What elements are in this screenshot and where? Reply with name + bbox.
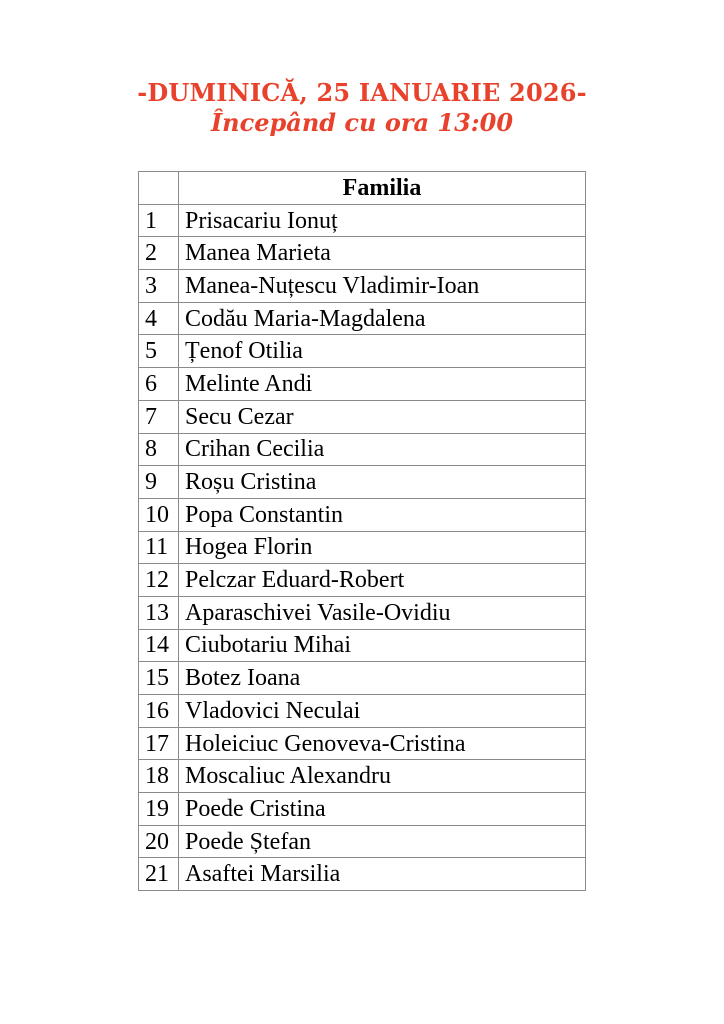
row-number: 4 <box>139 302 179 335</box>
table-header-empty <box>139 172 179 205</box>
table-row <box>139 629 586 662</box>
family-table <box>138 171 586 891</box>
row-number: 15 <box>139 662 179 695</box>
date-heading: -DUMINICĂ, 25 IANUARIE 2026- <box>137 78 587 107</box>
table-row <box>139 825 586 858</box>
table-row <box>139 760 586 793</box>
table-row <box>139 858 586 891</box>
table-header-familia: Familia <box>179 172 586 205</box>
row-number: 3 <box>139 270 179 303</box>
row-number: 9 <box>139 466 179 499</box>
row-number: 10 <box>139 498 179 531</box>
family-name: Botez Ioana <box>179 662 586 695</box>
row-number: 1 <box>139 204 179 237</box>
row-number: 17 <box>139 727 179 760</box>
table-row <box>139 793 586 826</box>
table-header-row <box>139 172 586 205</box>
row-number: 18 <box>139 760 179 793</box>
family-name: Poede Cristina <box>179 793 586 826</box>
row-number: 2 <box>139 237 179 270</box>
family-name: Poede Ștefan <box>179 825 586 858</box>
table-row <box>139 596 586 629</box>
family-name: Hogea Florin <box>179 531 586 564</box>
table-row <box>139 302 586 335</box>
start-time-heading: Începând cu ora 13:00 <box>210 108 514 137</box>
table-row <box>139 662 586 695</box>
family-name: Ciubotariu Mihai <box>179 629 586 662</box>
table-row <box>139 204 586 237</box>
family-name: Melinte Andi <box>179 368 586 401</box>
family-name: Pelczar Eduard-Robert <box>179 564 586 597</box>
row-number: 21 <box>139 858 179 891</box>
family-name: Moscaliuc Alexandru <box>179 760 586 793</box>
table-row <box>139 368 586 401</box>
table-row <box>139 335 586 368</box>
family-name: Manea Marieta <box>179 237 586 270</box>
family-name: Aparaschivei Vasile-Ovidiu <box>179 596 586 629</box>
table-row <box>139 270 586 303</box>
table-row <box>139 531 586 564</box>
table-row <box>139 564 586 597</box>
table-row <box>139 433 586 466</box>
row-number: 7 <box>139 400 179 433</box>
row-number: 12 <box>139 564 179 597</box>
table-row <box>139 695 586 728</box>
table-row <box>139 466 586 499</box>
family-name: Manea-Nuțescu Vladimir-Ioan <box>179 270 586 303</box>
row-number: 20 <box>139 825 179 858</box>
row-number: 16 <box>139 695 179 728</box>
family-name: Crihan Cecilia <box>179 433 586 466</box>
row-number: 5 <box>139 335 179 368</box>
table-row <box>139 727 586 760</box>
table-row <box>139 237 586 270</box>
family-name: Prisacariu Ionuț <box>179 204 586 237</box>
family-name: Roșu Cristina <box>179 466 586 499</box>
family-name: Popa Constantin <box>179 498 586 531</box>
family-name: Asaftei Marsilia <box>179 858 586 891</box>
family-name: Holeiciuc Genoveva-Cristina <box>179 727 586 760</box>
row-number: 6 <box>139 368 179 401</box>
row-number: 13 <box>139 596 179 629</box>
family-name: Secu Cezar <box>179 400 586 433</box>
row-number: 19 <box>139 793 179 826</box>
table-row <box>139 498 586 531</box>
family-name: Codău Maria-Magdalena <box>179 302 586 335</box>
family-name: Vladovici Neculai <box>179 695 586 728</box>
row-number: 11 <box>139 531 179 564</box>
row-number: 8 <box>139 433 179 466</box>
table-row <box>139 400 586 433</box>
table-body <box>139 204 586 890</box>
row-number: 14 <box>139 629 179 662</box>
family-name: Țenof Otilia <box>179 335 586 368</box>
